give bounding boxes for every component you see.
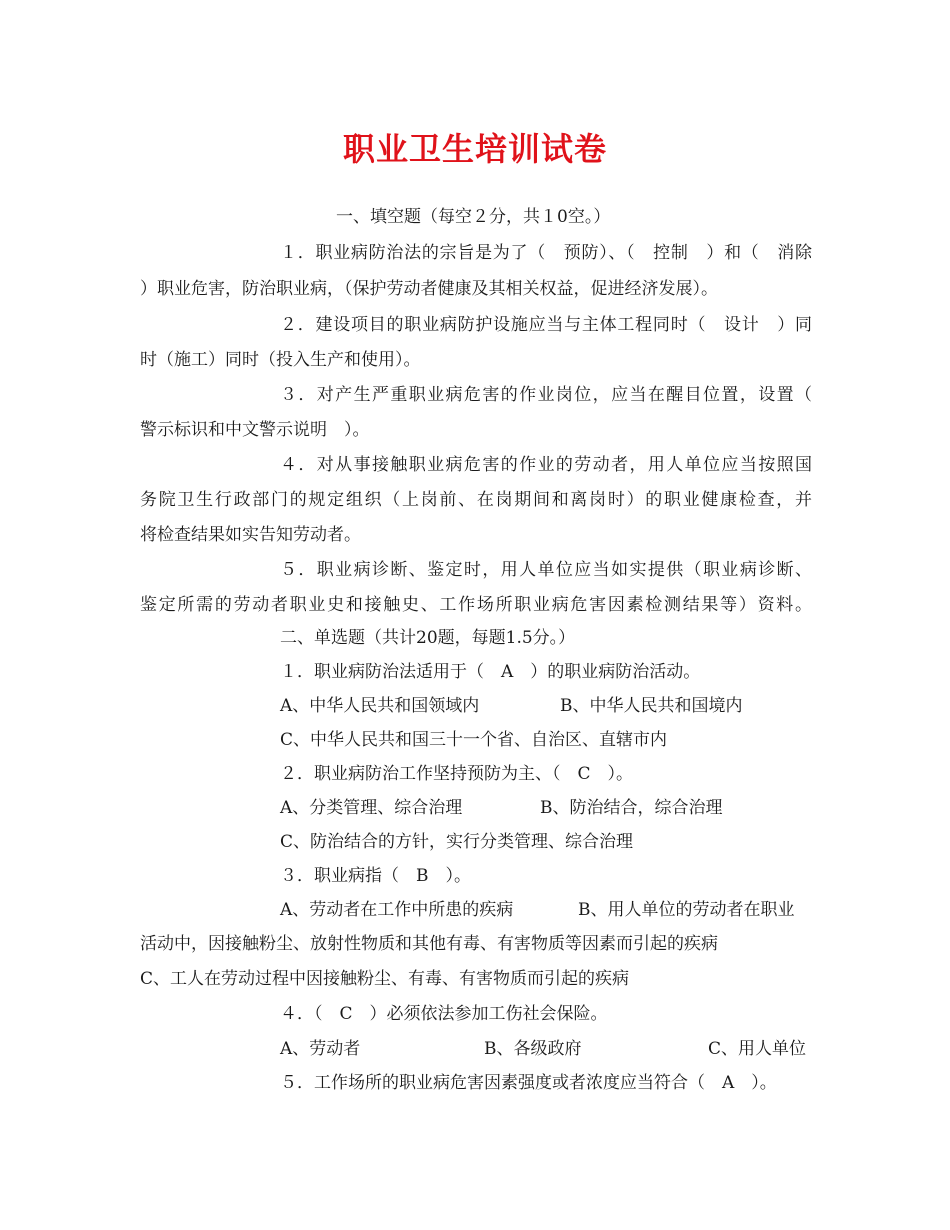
page-title: 职业卫生培训试卷 — [342, 130, 607, 168]
option-c: C、防治结合的方针，实行分类管理、综合治理 — [280, 832, 634, 852]
question-line: ３．对产生严重职业病危害的作业岗位，应当在醒目位置，设置（ — [280, 385, 812, 405]
section-heading: 二、单选题（共计20题，每题1.5分。） — [280, 628, 576, 648]
question-line: １．职业病防治法适用于（ A ）的职业病防治活动。 — [280, 662, 701, 682]
question-line: ２．建设项目的职业病防护设施应当与主体工程同时（ 设计 ）同 — [280, 315, 812, 335]
option-a: A、劳动者在工作中所患的疾病 — [280, 900, 514, 920]
question-line: 鉴定所需的劳动者职业史和接触史、工作场所职业病危害因素检测结果等）资料。 — [140, 595, 812, 615]
question-line: 将检查结果如实告知劳动者。 — [140, 525, 361, 545]
option-c: C、用人单位 — [708, 1039, 807, 1059]
question-line: ４．对从事接触职业病危害的作业的劳动者，用人单位应当按照国 — [280, 455, 812, 475]
option-c: C、中华人民共和国三十一个省、自治区、直辖市内 — [280, 730, 668, 750]
question-line: ）职业危害，防治职业病，（保护劳动者健康及其相关权益，促进经济发展）。 — [140, 279, 718, 299]
question-line: ５．工作场所的职业病危害因素强度或者浓度应当符合（ A ）。 — [280, 1073, 777, 1093]
option-b: B、用人单位的劳动者在职业 — [578, 900, 795, 920]
option-a: A、分类管理、综合治理 — [280, 798, 463, 818]
question-line: １．职业病防治法的宗旨是为了（ 预防）、（ 控制 ）和（ 消除 — [280, 243, 812, 263]
option-a: A、中华人民共和国领域内 — [280, 696, 480, 716]
question-line: 活动中，因接触粉尘、放射性物质和其他有毒、有害物质等因素而引起的疾病 — [140, 934, 718, 954]
option-b: B、防治结合，综合治理 — [540, 798, 723, 818]
question-line: 务院卫生行政部门的规定组织（上岗前、在岗期间和离岗时）的职业健康检查，并 — [140, 490, 812, 510]
option-b: B、中华人民共和国境内 — [560, 696, 743, 716]
question-line: ４．（ C ）必须依法参加工伤社会保险。 — [280, 1004, 608, 1024]
question-line: ３．职业病指（ B ）。 — [280, 866, 471, 886]
question-line: ５．职业病诊断、鉴定时，用人单位应当如实提供（职业病诊断、 — [280, 560, 812, 580]
question-line: ２．职业病防治工作坚持预防为主、（ C ）。 — [280, 764, 634, 784]
question-line: 警示标识和中文警示说明 ）。 — [140, 420, 370, 440]
option-c: C、工人在劳动过程中因接触粉尘、有毒、有害物质而引起的疾病 — [140, 969, 630, 989]
section-heading: 一、填空题（每空２分，共１0空。） — [336, 207, 611, 227]
question-line: 时（施工）同时（投入生产和使用）。 — [140, 350, 421, 370]
option-a: A、劳动者 — [280, 1039, 361, 1059]
option-b: B、各级政府 — [484, 1039, 582, 1059]
